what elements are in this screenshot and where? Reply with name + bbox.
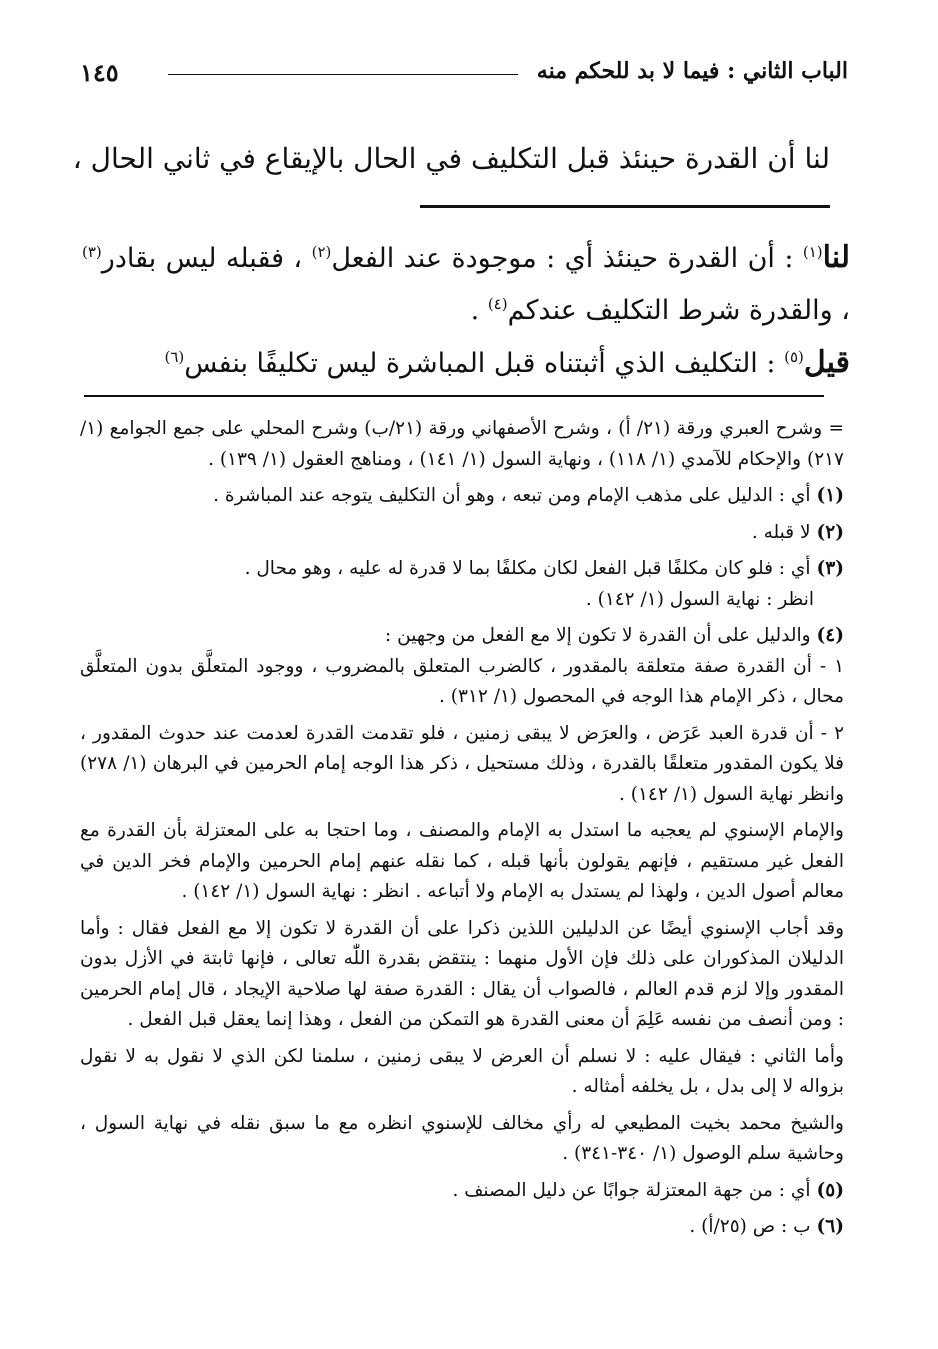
footnote-4 [80, 621, 844, 652]
footnote-4-paragraph-6: والشيخ محمد بخيت المطيعي له رأي مخالف للإسنوي انظره مع ما سبق نقله في نهاية السول ، وحاشية سلم الوصول (١/ ٣٤٠-٣٤١) . [80, 1112, 844, 1164]
footnote-5 [80, 1176, 844, 1207]
footnote-6-number: (٦) [816, 1216, 844, 1237]
footnote-3-text: أي : فلو كان مكلفًا قبل الفعل لكان مكلفًا بما لا قدرة له عليه ، وهو محال . [244, 558, 811, 579]
footnote-6-text: ب : ص (٢٥/أ) . [689, 1216, 811, 1237]
footnote-6 [80, 1212, 844, 1243]
main-text-d: . [470, 295, 480, 326]
footnote-3-number: (٣) [816, 558, 844, 579]
footnote-ref-1: (١) [802, 243, 823, 261]
footnote-ref-2: (٢) [311, 243, 332, 261]
main-paragraph-2 [82, 337, 850, 390]
footnote-3 [80, 554, 844, 585]
matn-quote: لنا أن القدرة حينئذ قبل التكليف في الحال بالإيقاع في ثاني الحال ، [72, 142, 830, 175]
main-text [82, 232, 850, 390]
footnote-2-number: (٢) [816, 521, 844, 543]
footnote-4-paragraph-2: ٢ - أن قدرة العبد عَرَض ، والعرَض لا يبقى زمنين ، فلو تقدمت القدرة لعدمت عند حدوث المقدور ، فلا يكون المقدور متعلقًا بالقدرة ، وذلك مستحيل ، ذكر هذا الوجه إمام الحرمين في البرهان (١/ ٢٧٨) وانظر نهاية السول (١/ ١٤٢) . [80, 722, 844, 805]
footnote-4-paragraph-5: وأما الثاني : فيقال عليه : لا نسلم أن العرض لا يبقى زمنين ، سلمنا لكن الذي لا نقول به لا نقول بزواله لا إلى بدل ، بل يخلفه أمثاله . [80, 1045, 844, 1097]
footnotes [80, 414, 844, 1249]
main-text-e: : التكليف الذي أثبتناه قبل المباشرة ليس تكليفًا بنفس [184, 348, 776, 379]
footnote-2 [80, 518, 844, 549]
footnote-1-text: أي : الدليل على مذهب الإمام ومن تبعه ، وهو أن التكليف يتوجه عند المباشرة . [213, 485, 811, 506]
lead-word-qila: قيل [803, 345, 850, 380]
footnote-5-text: أي : من جهة المعتزلة جوابًا عن دليل المصنف . [452, 1179, 811, 1201]
page-number: ١٤٥ [80, 58, 119, 87]
footnote-ref-4: (٤) [487, 295, 508, 313]
lead-word-lana: لنا [822, 240, 850, 275]
footnote-3-reference: انظر : نهاية السول (١/ ١٤٢) . [585, 588, 814, 610]
footnote-4-paragraph-4: وقد أجاب الإسنوي أيضًا عن الدليلين اللذين ذكرا على أن القدرة لا تكون إلا مع الفعل فقال : وأما الدليلان المذكوران على ذلك فإن الأول منهما : ينتقض بقدرة اللّٰه تعالى ، فإنها ثابتة في الأزل بدون المقدور وإلا لزم قدم العالم ، فالصواب أن يقال : القدرة صفة لها صلاحية الإيجاد ، قال إمام الحرمين : ومن أنصف من نفسه عَلِمَ أن معنى القدرة هو التمكن من الفعل ، وهذا إنما يعقل قبل الفعل . [80, 917, 844, 1030]
main-paragraph-1 [82, 232, 850, 337]
page-header [80, 58, 848, 94]
main-text-b: ، فقبله ليس بقادر [101, 243, 303, 274]
footnote-4-number: (٤) [816, 625, 844, 646]
footnote-4-paragraph-1: ١ - أن القدرة صفة متعلقة بالمقدور ، كالضرب المتعلق بالمضروب ، ووجود المتعلَّق بدون المتعلَّق محال ، ذكر الإمام هذا الوجه في المحصول (١/ ٣١٢) . [80, 655, 844, 707]
footnote-4-paragraph-3: والإمام الإسنوي لم يعجبه ما استدل به الإمام والمصنف ، وما احتجا به على المعتزلة بأن القدرة مع الفعل غير مستقيم ، فإنهم يقولون بأنها قبله ، كما نقله عنهم إمام الحرمين والإمام فخر الدين في معالم أصول الدين ، ولهذا لم يستدل به الإمام ولا أتباعه . انظر : نهاية السول (١/ ١٤٢) . [80, 820, 844, 902]
footnote-1 [80, 481, 844, 512]
quote-underline [420, 205, 830, 208]
footnote-continuation: = وشرح العبري ورقة (٢١/ أ) ، وشرح الأصفهاني ورقة (٢١/ب) وشرح المحلي على جمع الجوامع (١/ ٢١٧) والإحكام للآمدي (١/ ١١٨) ، ونهاية السول (١/ ١٤١) ، ومناهج العقول (١/ ١٣٩) . [80, 418, 844, 470]
footnote-ref-5: (٥) [784, 348, 804, 366]
header-rule [168, 74, 518, 75]
main-text-a: : أن القدرة حينئذ أي : موجودة عند الفعل [331, 243, 794, 274]
footnote-ref-6: (٦) [164, 348, 185, 366]
footnote-1-number: (١) [816, 485, 844, 506]
footnote-5-number: (٥) [816, 1179, 844, 1201]
running-title: الباب الثاني : فيما لا بد للحكم منه [536, 58, 848, 84]
footnote-2-text: لا قبله . [751, 521, 811, 543]
footnote-4-text: والدليل على أن القدرة لا تكون إلا مع الفعل من وجهين : [385, 625, 811, 646]
footnote-ref-3: (٣) [82, 243, 102, 261]
main-text-c: ، والقدرة شرط التكليف عندكم [507, 295, 850, 326]
footnote-separator [84, 395, 824, 397]
